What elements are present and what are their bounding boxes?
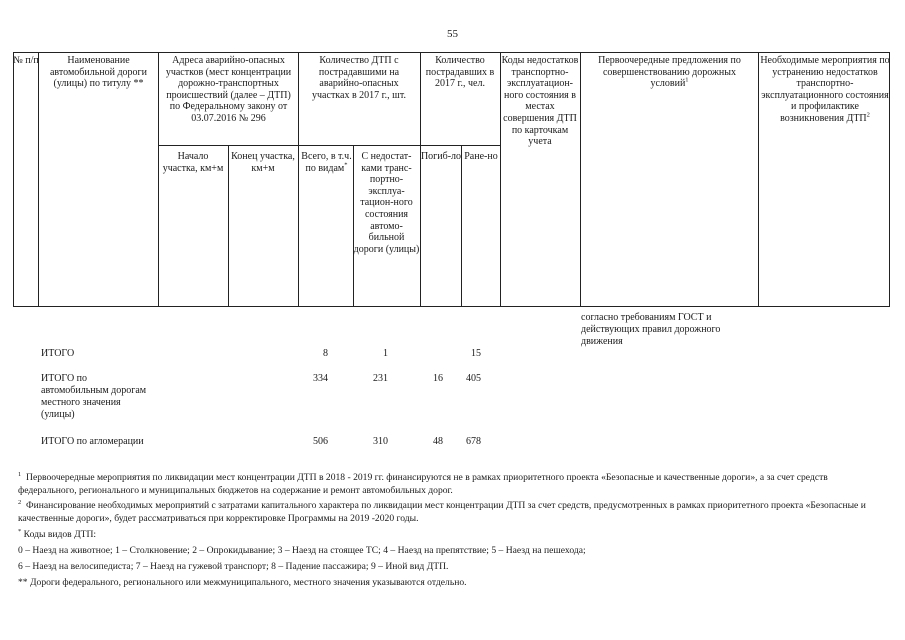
col-divider — [758, 52, 759, 307]
total-local-victims-injured: 405 — [466, 373, 481, 384]
total-agg-dtp-defects: 310 — [373, 436, 388, 447]
header-measures-text: Необходимые мероприятия по устранению недостатков транспортно-эксплуатационного состояния и профилактике возникновения ДТП — [760, 55, 890, 124]
total-agg-victims-injured: 678 — [466, 436, 481, 447]
header-proposals-text: Первоочередные предложения по совершенствованию дорожных условий — [598, 55, 741, 90]
footnote-1-text: Первоочередные мероприятия по ликвидации мест концентрации ДТП в 2018 - 2019 гг. финансируются не в рамках приоритетного проекта «Безопасные и качественные дороги», а за счет средств федерального, регионального и муниципальных бюджетов на содержание и ремонт автомобильных дорог. — [18, 472, 828, 496]
total-local-victims-dead: 16 — [433, 373, 443, 384]
total-dtp-count: 8 — [323, 348, 328, 359]
page-number: 55 — [447, 28, 458, 40]
col-divider — [580, 52, 581, 307]
header-victims-dead: Погиб-ло — [420, 151, 462, 162]
header-dtp-defects: С недостат-ками транс-портно-эксплуа-тацион-ного состояния автомо-бильной дороги (улицы) — [353, 151, 420, 255]
footnote-road-note: ** Дороги федерального, регионального или межмуниципального, местного значения указываются отдельно. — [18, 577, 467, 588]
header-split — [420, 145, 500, 146]
total-victims-injured: 15 — [471, 348, 481, 359]
total-agg-dtp-count: 506 — [313, 436, 328, 447]
header-dtp-total-text: Всего, в т.ч. по видам — [301, 151, 352, 174]
header-split — [298, 145, 420, 146]
header-address: Адреса аварийно-опасных участков (мест концентрации дорожно-транспортных происшествий (далее – ДТП) по Федеральному закону от 03.07.2016 № 296 — [165, 55, 292, 124]
proposal-note: согласно требованиям ГОСТ и действующих правил дорожного движения — [581, 312, 721, 347]
footnote-2-text: Финансирование необходимых мероприятий с затратами капитального характера по ликвидации мест концентрации ДТП за счет средств, предусмотренных в рамках приоритетного проекта «Безопасные и качественные дороги», будет рассматриваться при корректировке Программы на 2019 -2020 годы. — [18, 500, 866, 524]
header-defect-codes: Коды недостатков транспортно-эксплуатацион-ного состояния в местах совершения ДТП по карточкам учета — [501, 55, 579, 148]
col-divider — [420, 52, 421, 307]
header-split — [158, 145, 298, 146]
col-divider — [298, 52, 299, 307]
header-dtp-count: Количество ДТП с пострадавшими на аварийно-опасных участках в 2017 г., шт. — [312, 55, 406, 101]
header-road-name: Наименование автомобильной дороги (улицы) по титулу ** — [49, 55, 148, 90]
footnote-codes-title: * Коды видов ДТП: — [18, 527, 97, 540]
header-measures: Необходимые мероприятия по устранению недостатков транспортно-эксплуатационного состояния и профилактике возникновения ДТП$^2$ — [760, 55, 890, 124]
header-address-start: Начало участка, км+м — [162, 151, 224, 174]
header-dtp-total: Всего, в т.ч. по видам* — [301, 151, 352, 174]
header-address-end: Конец участка, км+м — [231, 151, 295, 174]
footnote-codes-line-2: 6 – Наезд на велосипедиста; 7 – Наезд на гужевой транспорт; 8 – Падение пассажира; 9 – Иной вид ДТП. — [18, 561, 449, 572]
total-agglomeration-label: ИТОГО по агломерации — [41, 436, 144, 447]
total-local-dtp-count: 334 — [313, 373, 328, 384]
header-victims-injured: Ране-но — [464, 151, 498, 162]
col-divider — [158, 52, 159, 307]
header-proposals: Первоочередные предложения по совершенствованию дорожных условий$^1$ — [598, 55, 741, 90]
col-divider — [38, 52, 39, 307]
footnote-1: $^1$ Первоочередные мероприятия по ликвидации мест концентрации ДТП в 2018 - 2019 гг. финансируются не в рамках приоритетного проекта «Безопасные и качественные дороги», а за счет средств федерального, регионального и муниципальных бюджетов на содержание и ремонт автомобильных дорог. — [18, 470, 828, 496]
table-grid — [13, 52, 890, 307]
sub-col-divider — [461, 145, 462, 307]
header-victims: Количество пострадавших в 2017 г., чел. — [425, 55, 495, 90]
header-num: № п/п — [13, 55, 39, 66]
footnote-2: $^2$ Финансирование необходимых мероприятий с затратами капитального характера по ликвидации мест концентрации ДТП за счет средств, предусмотренных в рамках приоритетного проекта «Безопасные и качественные дороги», будет рассматриваться при корректировке Программы на 2019 -2020 годы. — [18, 498, 866, 524]
total-dtp-defects: 1 — [383, 348, 388, 359]
codes-title-text: Коды видов ДТП: — [23, 529, 97, 540]
total-agg-victims-dead: 48 — [433, 436, 443, 447]
sub-col-divider — [228, 145, 229, 307]
col-divider — [13, 52, 14, 307]
footnote-codes-line-1: 0 – Наезд на животное; 1 – Столкновение; 2 – Опрокидывание; 3 – Наезд на стоящее ТС; 4 – Наезд на препятствие; 5 – Наезд на пешехода; — [18, 545, 586, 556]
total-local-roads-label: ИТОГО по автомобильным дорогам местного значения (улицы) — [41, 373, 147, 420]
total-row-label: ИТОГО — [41, 348, 75, 359]
total-local-dtp-defects: 231 — [373, 373, 388, 384]
